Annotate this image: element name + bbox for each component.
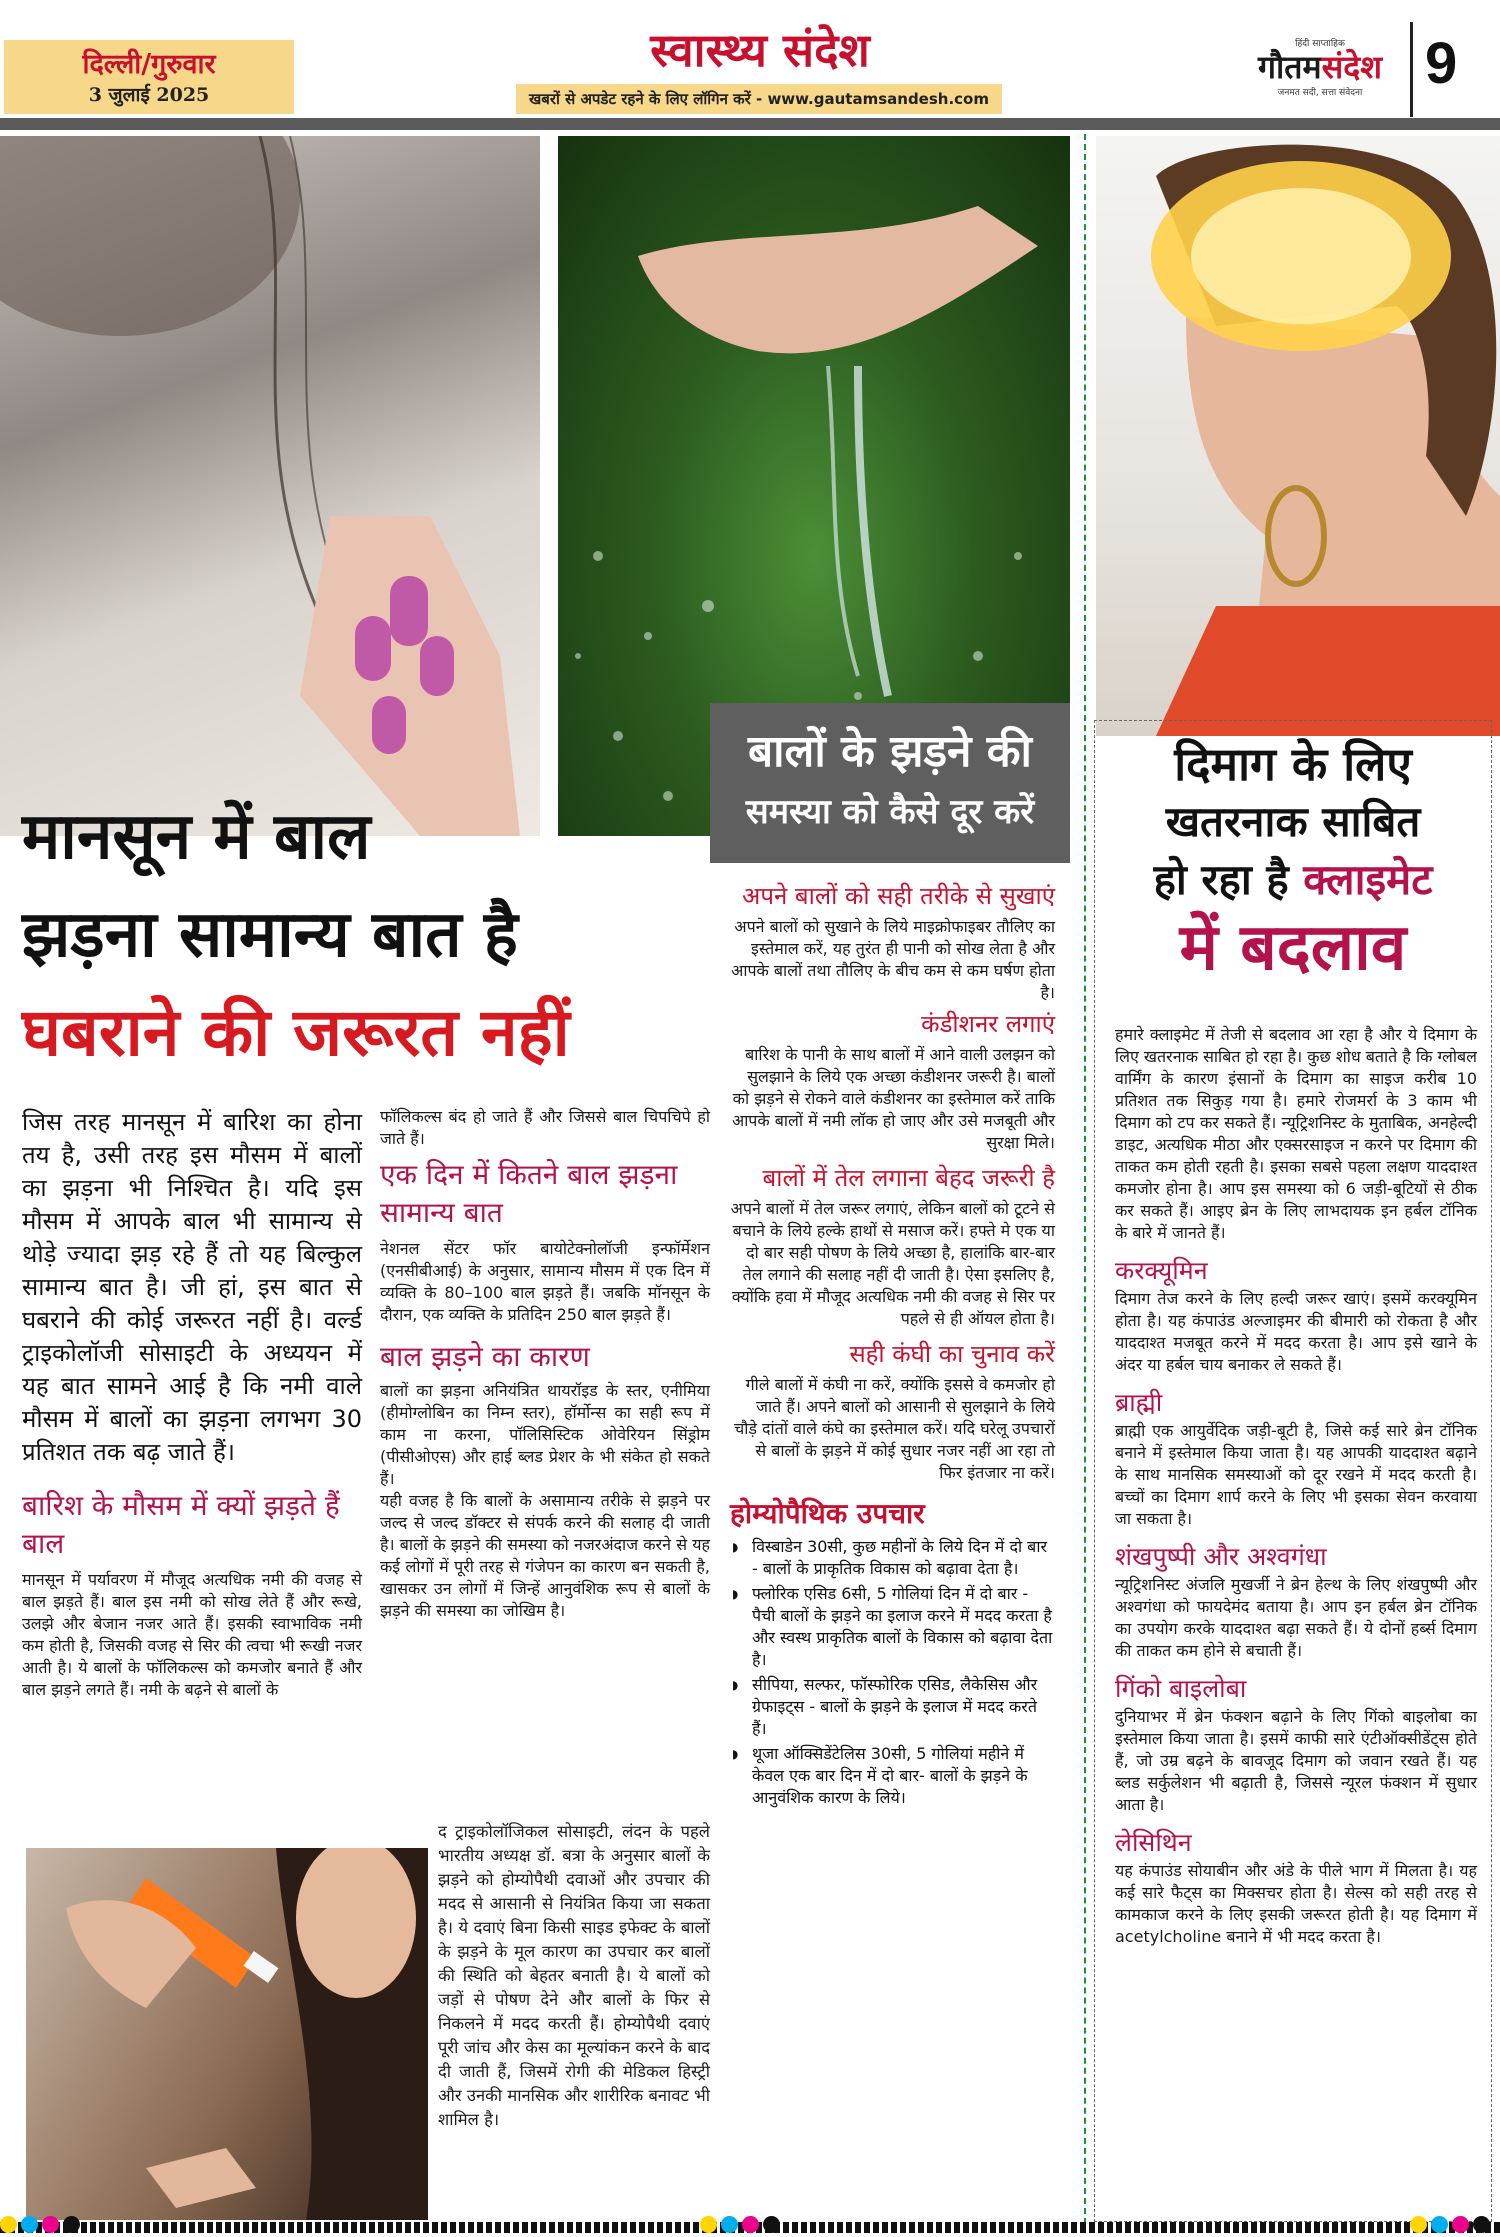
brain-head-brahmi: ब्राह्मी <box>1115 1388 1163 1417</box>
main-headline-line3: घबराने की जरूरत नहीं <box>22 994 570 1071</box>
tip2-text: बारिश के पानी के साथ बालों में आने वाली उलझन को सुलझाने के लिये एक अच्छा कंडीशनर जरूरी है। बालों को झड़ने से रोकने वाले कंडीशनर का इस्तेमाल करें ताकि आपके बालों में नमी लॉक हो जाए और उसे मजबूती और सुरक्षा मिले। <box>731 1045 1055 1152</box>
tip4-title: सही कंघी का चुनाव करें <box>849 1340 1055 1368</box>
homeopathy-item: ◗ थूजा ऑक्सिडेंटेलिस 30सी, 5 गोलियां महीने में केवल एक बार दिन में दो बार- बालों के झड़ने के आनुवंशिक कारण के लिये। <box>752 1743 1055 1809</box>
logo-top-text: हिंदी साप्ताहिक <box>1295 39 1345 49</box>
main-headline <box>22 788 702 1082</box>
dateline-date: 3 जुलाई 2025 <box>88 84 210 106</box>
homeopathy-item: ◗ सीपिया, सल्फर, फॉस्फोरिक एसिड, लैकेसिस और ग्रेफाइट्स - बालों के झड़ने के इलाज में मदद करते हैं। <box>752 1674 1055 1740</box>
column-separator <box>1084 134 1086 2224</box>
brain-intro: हमारे क्लाइमेट में तेजी से बदलाव आ रहा है और ये दिमाग के लिए खतरनाक साबित हो रहा है। कुछ शोध बताते है कि ग्लोबल वार्मिंग के कारण इंसानों के दिमाग का साइज करीब 10 प्रतिशत तक सिकुड़ गया है। हमारे रोजमर्रा के 3 काम भी दिमाग को टप कर सकते हैं। न्यूट्रिशनिस्ट के मुताबिक, अनहेल्दी डाइट, अत्यधिक मीठा और एक्सरसाइज न करने पर दिमाग की ताकत कम होती रहती है। इसका सबसे पहला लक्षण याददाश्त कमजोर होना है। आप इस समस्या को 6 जड़ी-बूटियों से ठीक कर सकते हैं। आइए ब्रेन के लिए लाभदायक इन हर्बल टॉनिक के बारे में जानते हैं। <box>1115 1025 1478 1242</box>
main-headline-line2: झड़ना सामान्य बात है <box>22 898 518 972</box>
brain-story-column <box>1115 1024 1477 1948</box>
header-divider <box>1410 22 1413 117</box>
logo-wordmark: गौतमसंदेश <box>1257 48 1383 86</box>
tip3-title: बालों में तेल लगाना बेहद जरूरी है <box>762 1164 1055 1192</box>
text-causes: बालों का झड़ना अनियंत्रित थायरॉइड के स्तर, एनीमिया (हीमोग्लोबिन का निम्न स्तर), हॉर्मोन्स का सही रूप में काम ना करना, पॉलिसिस्टिक ओवेरियन सिंड्रोम (पीसीओएस) और हाई ब्लड प्रेशर के भी संकेत हो सकते हैं। <box>380 1381 710 1488</box>
color-registration-marks-left <box>0 2216 84 2233</box>
website-tagline[interactable]: खबरों से अपडेट रहने के लिए लॉगिन करें - www.gautamsandesh.com <box>516 84 1002 114</box>
tip2-title: कंडीशनर लगाएं <box>921 1010 1055 1038</box>
logo-slogan: जनमत सदी, सत्ता संवेदना <box>1277 88 1363 98</box>
subhead-causes: बाल झड़ने का कारण <box>380 1340 590 1373</box>
text-causes-2: यही वजह है कि बालों के असामान्य तरीके से झड़ने पर जल्द से जल्द डॉक्टर से संपर्क करने की सलाह दी जाती है। बालों के झड़ने की समस्या को नजरअंदाज करने से यह कई लोगों में पूरी तरह से गंजेपन का कारण बन सकती है, खासकर उन लोगों में जिन्हें आनुवंशिक रूप से बालों के झड़ने की समस्या का जोखिम है। <box>380 1491 710 1620</box>
brain-text-lecithin: यह कंपाउंड सोयाबीन और अंडे के पीले भाग में मिलता है। यह कई सारे फैट्स का मिक्सचर होता है। सेल्स को सही तरह से कामकाज करने के लिए इसकी जरूरत होती है। यह दिमाग में acetylcholine बनाने में भी मदद करता है। <box>1115 1861 1477 1946</box>
tip3-text: अपने बालों में तेल जरूर लगाएं, लेकिन बालों को टूटने से बचाने के लिये हल्के हाथों से मसाज करें। हफ्ते मे एक या दो बार सही पोषण के लिये अच्छा है, हालांकि बार-बार तेल लगाने की सलाह नहीं दी जाती है। ऐसा इसलिए है, क्योंकि हवा में मौजूद अत्यधिक नमी की वजह से सिर पर पहले से ही ऑयल होता है। <box>730 1199 1055 1328</box>
brain-text-shankhpushpi: न्यूट्रिशनिस्ट अंजलि मुखर्जी ने ब्रेन हेल्थ के लिए शंखपुष्पी और अश्वगंधा को फायदेमंद बताया है। आप इन हर्बल ब्रेन टॉनिक का उपयोग करके याददाश्त बढ़ा सकते हैं। ये दोनों हर्ब्स दिमाग की ताकत कम होने से बचाती हैं। <box>1115 1575 1477 1660</box>
brain-text-ginkgo: दुनियाभर में ब्रेन फंक्शन बढ़ाने के लिए गिंको बाइलोबा का इस्तेमाल किया जाता है। इसमें काफी सारे एंटीऑक्सीडेंट्स होते हैं, जो उम्र बढ़ने के बावजूद दिमाग को जवान रखते हैं। यह ब्लड सर्कुलेशन भी बढ़ाती है, जिससे न्यूरल फंक्शन में सुधार आता है। <box>1115 1707 1477 1814</box>
banner-line1: बालों के झड़ने की <box>748 726 1032 777</box>
tip4-text: गीले बालों में कंघी ना करें, क्योंकि इससे वे कमजोर हो जाते हैं। अपने बालों को आसानी से सुलझाने के लिये चौड़े दांतों वाले कंघे का इस्तेमाल करें। यदि घरेलू उपचारों से बालों के झड़ने में कोई सुधार नजर नहीं आ रहा तो फिर इंतजार ना करें। <box>734 1375 1055 1482</box>
photo-woman-hair-loss <box>0 136 540 836</box>
section-title: स्वास्थ्य संदेश <box>650 23 870 77</box>
brain-head-lecithin: लेसिथिन <box>1115 1828 1192 1857</box>
main-column-1 <box>22 1106 362 1701</box>
brain-headline-line4: में बदलाव <box>1179 911 1407 985</box>
page-number: 9 <box>1425 31 1458 96</box>
dateline-city: दिल्ली/गुरुवार <box>82 49 216 80</box>
photo-woman-glowing-brain <box>1096 136 1500 736</box>
tip1-title: अपने बालों को सही तरीके से सुखाएं <box>741 882 1055 910</box>
oil-illustration <box>26 1848 428 2220</box>
subhead-monsoon-why: बारिश के मौसम में क्यों झड़ते हैं बाल <box>22 1489 340 1560</box>
homeopathy-list <box>730 1536 1055 1809</box>
text-how-many-per-day: नेशनल सेंटर फॉर बायोटेक्नोलॉजी इन्फॉर्मेशन (एनसीबीआई) के अनुसार, सामान्य मौसम में एक दिन में व्यक्ति के 80–100 बाल झड़ते हैं। जबकि मॉनसून के दौरान, एक व्यक्ति के प्रतिदिन 250 बाल झड़ते हैं। <box>380 1239 710 1324</box>
brain-headline-line2: खतरनाक साबित <box>1165 797 1421 846</box>
header-rule <box>0 118 1500 130</box>
text-follicles-continued: फॉलिकल्स बंद हो जाते हैं और जिससे बाल चिपचिपे हो जाते हैं। <box>380 1107 710 1148</box>
banner-line2: समस्या को कैसे दूर करें <box>745 792 1035 832</box>
brain-head-curcumin: करक्यूमिन <box>1115 1256 1208 1285</box>
tip1-text: अपने बालों को सुखाने के लिये माइक्रोफाइबर तौलिए का इस्तेमाल करें, यह तुरंत ही पानी को सोख लेता है और आपके बालों तथा तौलिए के बीच कम से कम घर्षण होता है। <box>731 917 1055 1002</box>
brain-head-shankhpushpi: शंखपुष्पी और अश्वगंधा <box>1115 1542 1327 1571</box>
text-homeopathy-society: द ट्राइकोलॉजिकल सोसाइटी, लंदन के पहले भारतीय अध्यक्ष डॉ. बत्रा के अनुसार बालों के झड़ने को होम्योपैथी दवाओं और उपचार की मदद से आसानी से नियंत्रित किया जा सकता है। ये दवाएं बिना किसी साइड इफेक्ट के बालों के झड़ने के मूल कारण का उपचार कर बालों की स्थिति को बेहतर बनाती है। ये बालों को जड़ों से पोषण देने और बालों के फिर से निकलने में मदद करती हैं। होम्योपैथी दवाएं पूरी जांच और केस का मूल्यांकन करने के बाद दी जाती हैं, जिसमें रोगी की मेडिकल हिस्ट्री और उनकी मानसिक और शारीरिक बनावट भी शामिल है। <box>438 1822 710 2129</box>
brain-head-ginkgo: गिंको बाइलोबा <box>1115 1674 1247 1703</box>
hair-tips-column <box>730 880 1055 1812</box>
main-intro-text: जिस तरह मानसून में बारिश का होना तय है, उसी तरह इस मौसम में बालों का झड़ना भी निश्चित है। यदि इस मौसम में आपके बाल भी सामान्य से थोड़े ज्यादा झड़ रहे हैं तो यह बिल्कुल सामान्य बात है। जी हां, इस बात से घबराने की कोई जरूरत नहीं है। वर्ल्ड ट्राइकोलॉजी सोसाइटी के अध्ययन में यह बात सामने आई है कि नमी वाले मौसम में बालों का झड़ना लगभग 30 प्रतिशत तक बढ़ जाते हैं। <box>22 1108 362 1466</box>
dateline-box <box>4 40 294 114</box>
brain-text-brahmi: ब्राह्मी एक आयुर्वेदिक जड़ी-बूटी है, जिसे कई सारे ब्रेन टॉनिक बनाने में इस्तेमाल किया जाता है। यह आपकी याददाश्त बढ़ाने के साथ मानसिक समस्याओं को दूर रखने में मदद करती है। बच्चों का दिमाग शार्प करने के लिए भी इसका सेवन करवाया जा सकता है। <box>1115 1421 1477 1528</box>
main-headline-line1: मानसून में बाल <box>22 800 371 874</box>
newspaper-logo <box>1240 36 1400 98</box>
homeopathy-item: ◗ फ्लोरिक एसिड 6सी, 5 गोलियां दिन में दो बार - पैची बालों के झड़ने का इलाज करने में मदद करता है और स्वस्थ प्राकृतिक बालों के विकास को बढ़ावा देता है। <box>752 1583 1055 1671</box>
color-registration-marks-center <box>700 2216 784 2233</box>
homeopathy-item: ◗ विस्बाडेन 30सी, कुछ महीनों के लिये दिन में दो बार - बालों के प्राकृतिक विकास को बढ़ावा देता है। <box>752 1536 1055 1580</box>
brain-headline-line1: दिमाग के लिए <box>1174 737 1412 791</box>
hair-illustration <box>0 136 540 836</box>
brain-headline-line3: हो रहा है क्लाइमेट <box>1153 855 1433 904</box>
text-monsoon-why: मानसून में पर्यावरण में मौजूद अत्यधिक नमी की वजह से बाल झड़ते हैं। बाल इस नमी को सोख लेते हैं और रूखे, उलझे और बेजान नजर आते हैं। इसकी स्वाभाविक नमी कम होती है, जिसकी वजह से सिर की त्वचा भी रूखी नजर आती है। ये बालों के फॉलिकल्स को कमजोर बनाते हैं और बाल झड़ने लगते हैं। नमी के बढ़ने से बालों के <box>22 1570 362 1699</box>
brain-headline <box>1098 735 1488 987</box>
color-registration-marks-right <box>1410 2216 1494 2233</box>
main-column-2-lower <box>438 1820 710 2132</box>
homeopathy-title: होम्योपैथिक उपचार <box>730 1497 925 1530</box>
main-column-2 <box>380 1106 710 1622</box>
hair-tips-banner <box>710 703 1070 863</box>
photo-woman-hair-oil <box>26 1848 428 2220</box>
brain-text-curcumin: दिमाग तेज करने के लिए हल्दी जरूर खाएं। इसमें करक्यूमिन होता है। यह कंपाउंड अल्जाइमर की बीमारी को रोकता है और याददाश्त मजबूत करने में मदद करता है। आप इसे खाने के अंदर या हर्बल चाय बनाकर ले सकते हैं। <box>1115 1289 1477 1374</box>
subhead-how-many-per-day: एक दिन में कितने बाल झड़ना सामान्य बात <box>380 1158 678 1229</box>
brain-illustration <box>1096 136 1500 736</box>
